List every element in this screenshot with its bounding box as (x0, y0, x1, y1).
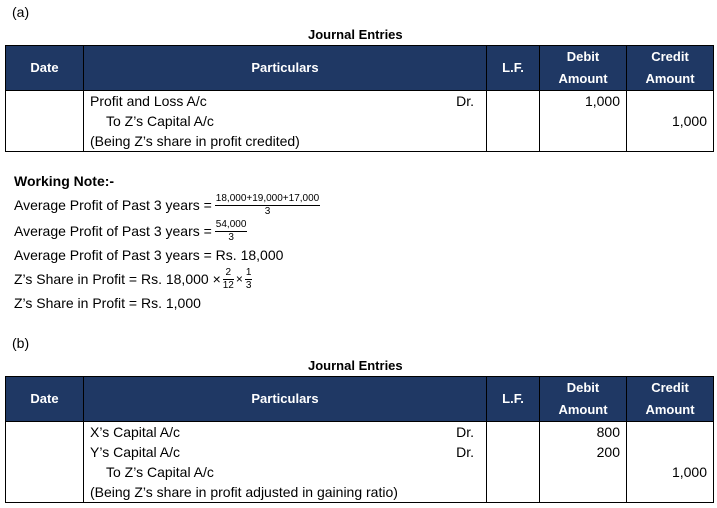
working-note-line-3: Average Profit of Past 3 years = Rs. 18,000 (14, 247, 284, 263)
header-lf: L.F. (487, 46, 540, 91)
part-a-table-title: Journal Entries (308, 27, 403, 42)
header-date: Date (6, 46, 84, 91)
narration-text: (Being Z’s share in profit credited) (90, 133, 300, 149)
header-credit-amount: Credit Amount (627, 377, 714, 422)
particulars-text: To Z’s Capital A/c (106, 113, 214, 129)
header-particulars: Particulars (84, 46, 487, 91)
dr-marker: Dr. (456, 444, 474, 460)
header-date: Date (6, 377, 84, 422)
particulars-text: Y’s Capital A/c (90, 444, 181, 460)
fraction: $\frac{18,000+19,000+17,000}{3}$ (215, 192, 320, 217)
header-lf: L.F. (487, 377, 540, 422)
part-a-label: (a) (12, 4, 30, 20)
particulars-text: To Z’s Capital A/c (106, 464, 214, 480)
journal-table-a (5, 45, 714, 152)
table-row (6, 482, 714, 503)
table-row (6, 111, 714, 131)
working-note-line-1: Average Profit of Past 3 years = $\frac{18,000+19,000+17,000}{3}$ (14, 192, 320, 217)
debit-value (540, 482, 627, 503)
debit-value: 200 (540, 442, 627, 462)
narration-text: (Being Z’s share in profit adjusted in gaining ratio) (90, 484, 398, 500)
credit-value (627, 131, 714, 152)
debit-value (540, 462, 627, 482)
working-note-line-4: Z’s Share in Profit = Rs. 18,000 × $\frac{2}{12}$ × $\frac{1}{3}$ (14, 266, 252, 291)
credit-value: 1,000 (627, 111, 714, 131)
header-credit-amount: Credit Amount (627, 46, 714, 91)
particulars-text: X’s Capital A/c (90, 424, 181, 440)
fraction: $\frac{2}{12}$ (222, 266, 234, 291)
dr-marker: Dr. (456, 93, 474, 109)
header-particulars: Particulars (84, 377, 487, 422)
table-row (6, 131, 714, 152)
credit-value (627, 91, 714, 112)
working-note-title: Working Note:- (14, 173, 115, 189)
journal-table-b (5, 376, 714, 503)
debit-value: 800 (540, 422, 627, 443)
table-row (6, 442, 714, 462)
credit-value (627, 422, 714, 443)
dr-marker: Dr. (456, 424, 474, 440)
table-row (6, 91, 714, 112)
part-b-table-title: Journal Entries (308, 358, 403, 373)
debit-value (540, 111, 627, 131)
working-note-line-2: Average Profit of Past 3 years = $\frac{54,000}{3}$ (14, 218, 247, 243)
header-debit-amount: Debit Amount (540, 377, 627, 422)
debit-value: 1,000 (540, 91, 627, 112)
credit-value (627, 442, 714, 462)
debit-value (540, 131, 627, 152)
part-b-label: (b) (12, 335, 30, 351)
credit-value (627, 482, 714, 503)
credit-value: 1,000 (627, 462, 714, 482)
header-debit-amount: Debit Amount (540, 46, 627, 91)
fraction: $\frac{54,000}{3}$ (215, 218, 247, 243)
working-note-line-5: Z’s Share in Profit = Rs. 1,000 (14, 295, 201, 311)
table-row (6, 462, 714, 482)
particulars-text: Profit and Loss A/c (90, 93, 207, 109)
table-row (6, 422, 714, 443)
fraction: $\frac{1}{3}$ (245, 266, 252, 291)
